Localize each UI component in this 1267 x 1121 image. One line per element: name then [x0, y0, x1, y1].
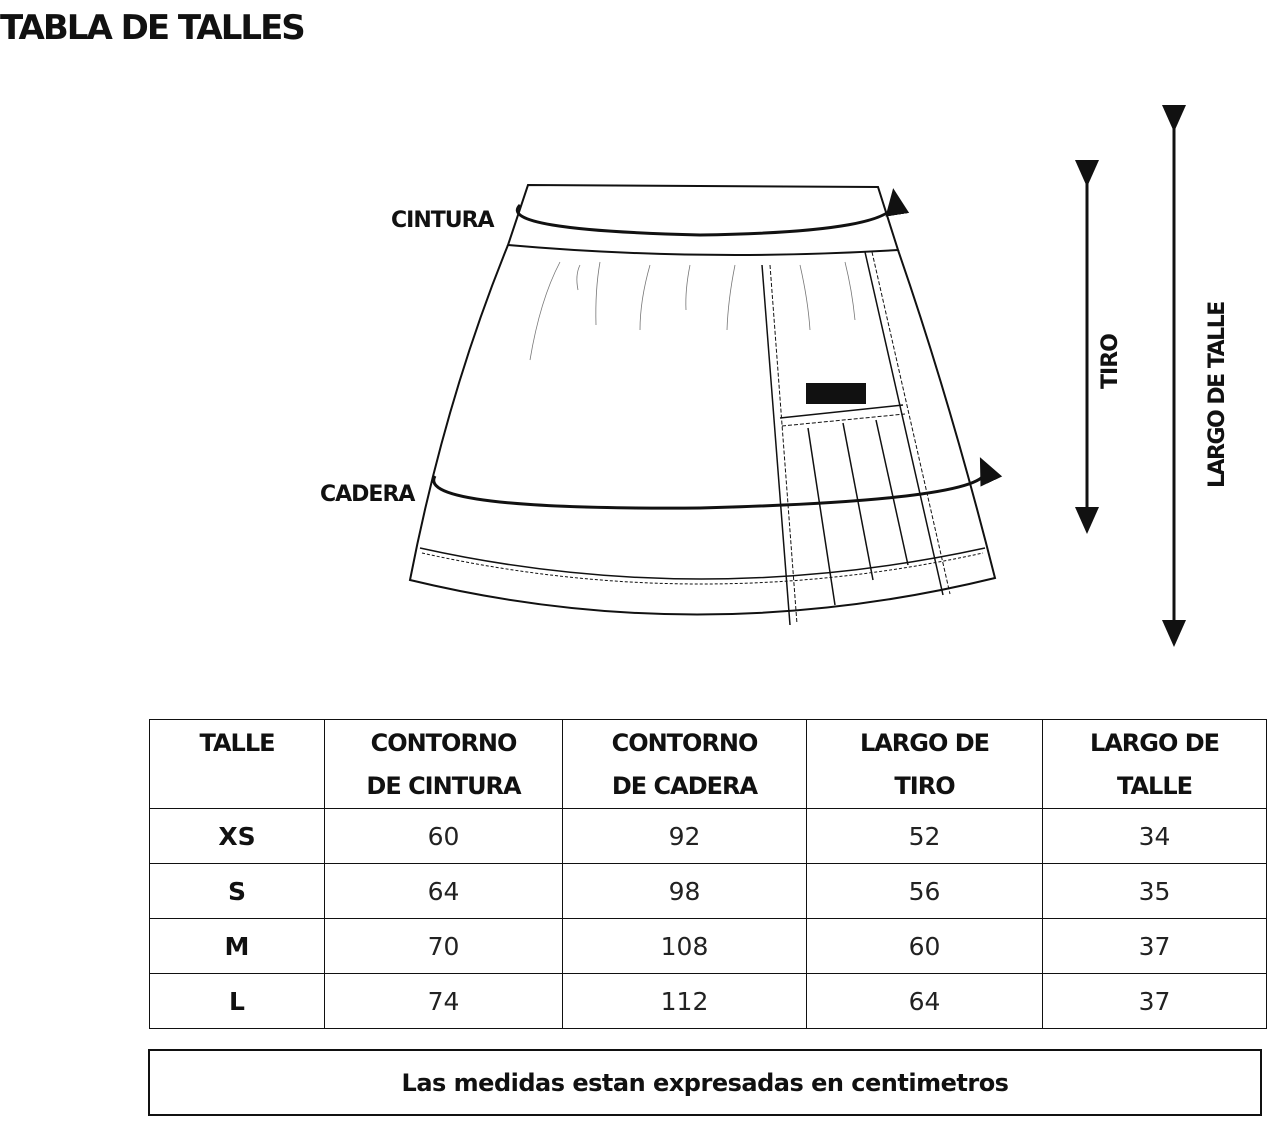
- header-contorno-cintura: CONTORNO DE CINTURA: [325, 720, 563, 809]
- largo-cell: 37: [1043, 974, 1267, 1029]
- largo-cell: 35: [1043, 864, 1267, 919]
- cintura-label: CINTURA: [391, 208, 494, 233]
- hem-line: [420, 548, 985, 579]
- cintura-measure-line: [517, 200, 895, 235]
- tiro-label: TIRO: [1098, 334, 1123, 389]
- size-cell: S: [150, 864, 325, 919]
- cintura-cell: 64: [325, 864, 563, 919]
- table-row: [150, 919, 1267, 974]
- cadera-cell: 92: [563, 809, 807, 864]
- page-title: TABLA DE TALLES: [0, 8, 304, 48]
- cadera-cell: 98: [563, 864, 807, 919]
- units-note-text: Las medidas estan expresadas en centimetros: [401, 1068, 1009, 1097]
- cadera-measure-line: [434, 468, 986, 508]
- table-row: [150, 809, 1267, 864]
- tiro-cell: 60: [807, 919, 1043, 974]
- logo-tag: [806, 383, 866, 404]
- largo-cell: 34: [1043, 809, 1267, 864]
- units-note: [148, 1049, 1262, 1116]
- cintura-cell: 74: [325, 974, 563, 1029]
- waistband-shape: [508, 185, 898, 255]
- size-cell: L: [150, 974, 325, 1029]
- tiro-cell: 56: [807, 864, 1043, 919]
- size-table: [149, 719, 1267, 1029]
- cadera-cell: 108: [563, 919, 807, 974]
- largo-cell: 37: [1043, 919, 1267, 974]
- cadera-label: CADERA: [320, 482, 415, 507]
- header-largo-tiro: LARGO DE TIRO: [807, 720, 1043, 809]
- header-contorno-cadera: CONTORNO DE CADERA: [563, 720, 807, 809]
- table-row: [150, 864, 1267, 919]
- skirt-illustration: [410, 185, 995, 625]
- tiro-cell: 64: [807, 974, 1043, 1029]
- largo-talle-label: LARGO DE TALLE: [1205, 302, 1230, 488]
- size-cell: M: [150, 919, 325, 974]
- cintura-cell: 70: [325, 919, 563, 974]
- cadera-cell: 112: [563, 974, 807, 1029]
- size-cell: XS: [150, 809, 325, 864]
- table-row: [150, 974, 1267, 1029]
- header-largo-talle: LARGO DE TALLE: [1043, 720, 1267, 809]
- cintura-cell: 60: [325, 809, 563, 864]
- header-talle: TALLE: [150, 720, 325, 809]
- table-header-row: [150, 720, 1267, 809]
- tiro-cell: 52: [807, 809, 1043, 864]
